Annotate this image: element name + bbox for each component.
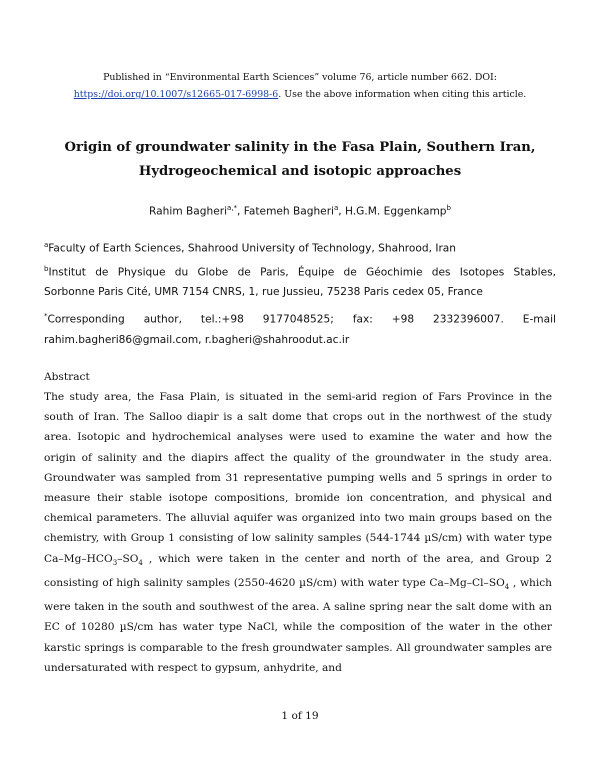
author-2: , Fatemeh Bagheri bbox=[237, 205, 334, 218]
abstract-text-3: , which were taken in the center and north of the area, and Group 2 consisting of high salinity samples (2550-4620 µS/cm) with water type Ca–Mg–Cl–SO bbox=[44, 552, 552, 589]
affiliation-a-text: Faculty of Earth Sciences, Shahrood University of Technology, Shahrood, Iran bbox=[48, 242, 457, 255]
doi-link[interactable]: https://doi.org/10.1007/s12665-017-6998-6 bbox=[73, 89, 279, 100]
corresponding-line-1 bbox=[44, 306, 556, 330]
citation-note: . Use the above information when citing this article. bbox=[278, 89, 527, 100]
page-number: 1 of 19 bbox=[281, 710, 319, 722]
author-1: Rahim Bagheri bbox=[149, 205, 228, 218]
corresponding-author bbox=[44, 306, 556, 350]
corresponding-text: Corresponding author, tel.:+98 9177048525; fax: +98 2332396007. E-mail bbox=[47, 313, 556, 326]
title-line-1: Origin of groundwater salinity in the Fasa Plain, Southern Iran, bbox=[64, 140, 536, 155]
abstract-body bbox=[44, 387, 552, 678]
affiliation-b-line-1 bbox=[44, 259, 556, 283]
abstract-heading: Abstract bbox=[44, 371, 90, 383]
publication-notice bbox=[40, 69, 560, 103]
author-2-sup: a bbox=[334, 204, 339, 212]
author-1-sup: a,* bbox=[227, 204, 238, 212]
abstract-text-4: , which were taken in the south and southwest of the area. A saline spring near the salt dome with an EC of 10280 µS/cm has water type NaCl, while the composition of the water in the other karstic springs is comparable to the fresh groundwater samples. All groundwater samples are undersaturated with respect to gypsum, anhydrite, and bbox=[44, 576, 552, 674]
abstract-text-1: The study area, the Fasa Plain, is situated in the semi-arid region of Fars Province in the south of Iran. The Salloo diapir is a salt dome that crops out in the northwest of the study area. Isotopic and hydrochemical analyses were used to examine the water and how the origin of salinity and the diapirs affect the quality of the groundwater in the study area. Groundwater was sampled from 31 representative pumping wells and 5 springs in order to measure their stable isotope compositions, bromide ion concentration, and physical and chemical parameters. The alluvial aquifer was organized into two main groups based on the chemistry, with Group 1 consisting of low salinity samples (544-1744 µS/cm) with water type Ca–Mg–HCO bbox=[44, 391, 552, 565]
corresponding-emails: rahim.bagheri86@gmail.com, r.bagheri@shahroodut.ac.ir bbox=[44, 333, 350, 346]
author-3-sup: b bbox=[446, 204, 451, 212]
affiliation-b-line-2: Sorbonne Paris Cité, UMR 7154 CNRS, 1, rue Jussieu, 75238 Paris cedex 05, France bbox=[44, 286, 483, 299]
abstract-text-2: –SO bbox=[117, 552, 139, 565]
affiliation-a-sup: a bbox=[44, 241, 49, 249]
doi-line bbox=[40, 86, 560, 103]
title-line-2: Hydrogeochemical and isotopic approaches bbox=[138, 164, 462, 179]
affiliation-b-text: Institut de Physique du Globe de Paris, Équipe de Géochimie des Isotopes Stables, bbox=[48, 266, 556, 279]
author-list bbox=[40, 204, 560, 218]
corresponding-sup: * bbox=[44, 312, 48, 320]
affiliation-b-sup: b bbox=[44, 264, 49, 273]
publication-line: Published in “Environmental Earth Sciences” volume 76, article number 662. DOI: bbox=[103, 72, 497, 83]
subscript: 4 bbox=[504, 583, 510, 592]
author-3: , H.G.M. Eggenkamp bbox=[338, 205, 447, 218]
subscript: 3 bbox=[112, 558, 118, 567]
affiliation-a bbox=[44, 235, 556, 259]
paper-title bbox=[30, 136, 570, 184]
affiliations bbox=[44, 235, 556, 302]
subscript: 4 bbox=[138, 558, 143, 567]
